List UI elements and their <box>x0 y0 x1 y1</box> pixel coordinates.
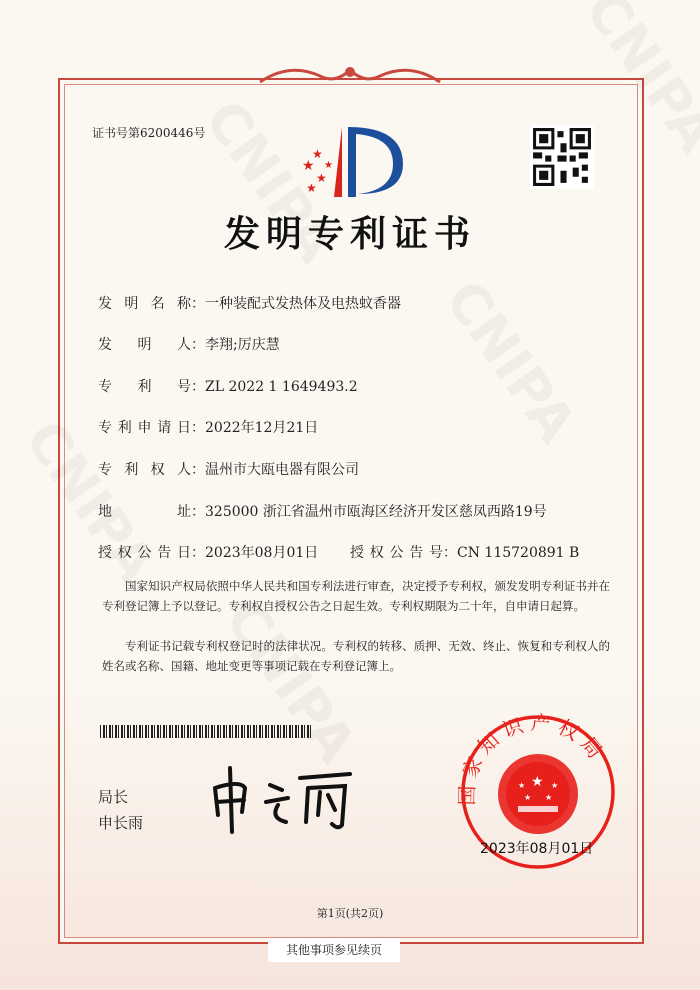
seal-date: 2023年08月01日 <box>480 841 594 857</box>
svg-text:★: ★ <box>302 158 315 174</box>
page-number: 第1页(共2页) <box>316 907 384 920</box>
svg-text:★: ★ <box>324 160 333 171</box>
director-name: 申长雨 <box>98 814 144 832</box>
svg-text:★: ★ <box>306 181 317 195</box>
certificate-number: 证书号第6200446号 <box>92 126 206 140</box>
svg-text:★: ★ <box>518 781 526 790</box>
svg-text:★: ★ <box>545 793 553 802</box>
field-address: 地址：325000 浙江省温州市瓯海区经济开发区慈凤西路19号 <box>98 504 547 520</box>
field-inventors: 发明人：李翔;厉庆慧 <box>98 337 280 353</box>
svg-text:★: ★ <box>524 793 532 802</box>
qr-code <box>530 125 594 189</box>
director-title: 局长 <box>98 788 129 806</box>
continued-note: 其他事项参见续页 <box>268 938 400 962</box>
page-title: 发明专利证书 <box>223 213 476 255</box>
cnipa-logo-icon <box>298 122 408 202</box>
svg-text:★: ★ <box>312 147 323 161</box>
seal-text: 国家知识产权局 <box>454 710 612 806</box>
field-grant-number: 授权公告号：CN 115720891 B <box>350 545 580 561</box>
field-invention-name: 发明名称：一种装配式发热体及电热蚊香器 <box>98 296 401 312</box>
field-application-date: 专利申请日：2022年12月21日 <box>98 420 319 436</box>
field-patentee: 专利权人：温州市大瓯电器有限公司 <box>98 462 359 478</box>
svg-text:★: ★ <box>531 774 544 790</box>
paragraph: 专利证书记载专利权登记时的法律状况。专利权的转移、质押、无效、终止、恢复和专利权人的姓名或名称、国籍、地址变更等事项记载在专利登记簿上。 <box>102 639 610 673</box>
barcode <box>100 725 312 738</box>
field-grant-date: 授权公告日：2023年08月01日 <box>98 545 319 561</box>
signature <box>200 760 360 835</box>
field-patent-number: 专利号：ZL 2022 1 1649493.2 <box>98 379 358 395</box>
paragraph: 国家知识产权局依照中华人民共和国专利法进行审查，决定授予专利权，颁发发明专利证书并在专利登记簿上予以登记。专利权自授权公告之日起生效。专利权期限为二十年，自申请日起算。 <box>102 579 610 613</box>
svg-text:★: ★ <box>551 781 559 790</box>
ornament-icon <box>250 62 450 90</box>
svg-text:★: ★ <box>316 171 327 185</box>
